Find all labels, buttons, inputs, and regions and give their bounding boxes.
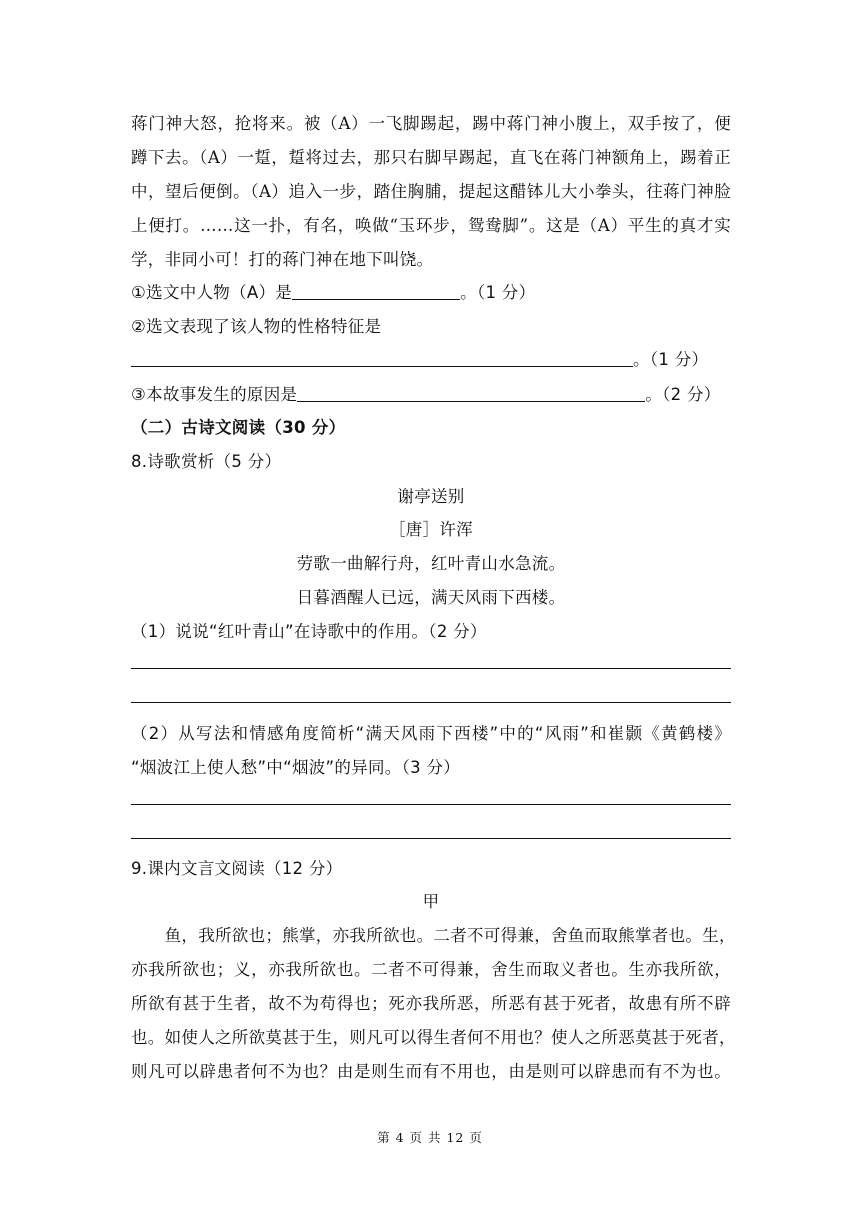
answer-blank[interactable] [131,350,633,367]
question-3-prefix: ③本故事发生的原因是 [131,385,298,404]
classical-text-line: 所欲有甚于生者，故不为苟得也；死亦我所恶，所恶有甚于死者，故患有所不辟 [131,994,731,1013]
question-2-answer [131,346,708,370]
question-1 [131,279,535,303]
classical-text-line: 也。如使人之所欲莫甚于生，则凡可以得生者何不用也？使人之所恶莫甚于死者， [131,1028,736,1047]
passage-label: 甲 [422,892,440,911]
passage-line: 蒋门神大怒，抢将来。被（A）一飞脚踢起，踢中蒋门神小腹上，双手按了，便 [131,114,731,133]
question-8-1: （1）说说“红叶青山”在诗歌中的作用。（2 分） [131,622,487,641]
passage-line: 上便打。……这一扑，有名，唤做“玉环步，鸳鸯脚”。这是（A）平生的真才实 [131,216,731,235]
poem-author: ［唐］许浑 [389,520,473,539]
passage-line: 中，望后便倒。（A）追入一步，踏住胸脯，提起这醋钵儿大小拳头，往蒋门神脸 [131,182,731,201]
passage-line: 蹲下去。（A）一踅，踅将过去，那只右脚早踢起，直飞在蒋门神额角上，踢着正 [131,148,731,167]
question-2-suffix: 。（1 分） [633,350,709,369]
poem-title: 谢亭送别 [397,487,465,506]
question-3 [131,381,721,405]
section-title: （二）古诗文阅读（30 分） [131,418,346,437]
question-9-title: 9.课内文言文阅读（12 分） [131,859,343,878]
answer-line[interactable] [131,804,731,805]
classical-text-line: 则凡可以辟患者何不为也？由是则生而有不用也，由是则可以辟患而有不为也。 [131,1062,731,1081]
question-2: ②选文表现了该人物的性格特征是 [131,317,382,336]
question-8-title: 8.诗歌赏析（5 分） [131,452,282,471]
passage-line: 学，非同小可！打的蒋门神在地下叫饶。 [131,250,434,269]
question-1-prefix: ①选文中人物（A）是 [131,283,293,302]
question-1-suffix: 。（1 分） [460,283,536,302]
answer-line[interactable] [131,838,731,839]
page-footer: 第 4 页 共 12 页 [377,1130,483,1145]
poem-line: 劳歌一曲解行舟，红叶青山水急流。 [296,554,566,573]
answer-line[interactable] [131,668,731,669]
question-8-2: （2）从写法和情感角度简析“满天风雨下西楼”中的“风雨”和崔颢《黄鹤楼》 [131,724,731,743]
question-3-suffix: 。（2 分） [645,385,721,404]
poem-line: 日暮酒醒人已远，满天风雨下西楼。 [296,588,566,607]
answer-blank[interactable] [297,385,645,402]
answer-blank[interactable] [292,283,460,300]
classical-text-line: 鱼，我所欲也；熊掌，亦我所欲也。二者不可得兼，舍鱼而取熊掌者也。生， [131,926,736,945]
question-8-2: “烟波江上使人愁”中“烟波”的异同。（3 分） [131,758,461,777]
answer-line[interactable] [131,702,731,703]
classical-text-line: 亦我所欲也；义，亦我所欲也。二者不可得兼，舍生而取义者也。生亦我所欲， [131,960,731,979]
